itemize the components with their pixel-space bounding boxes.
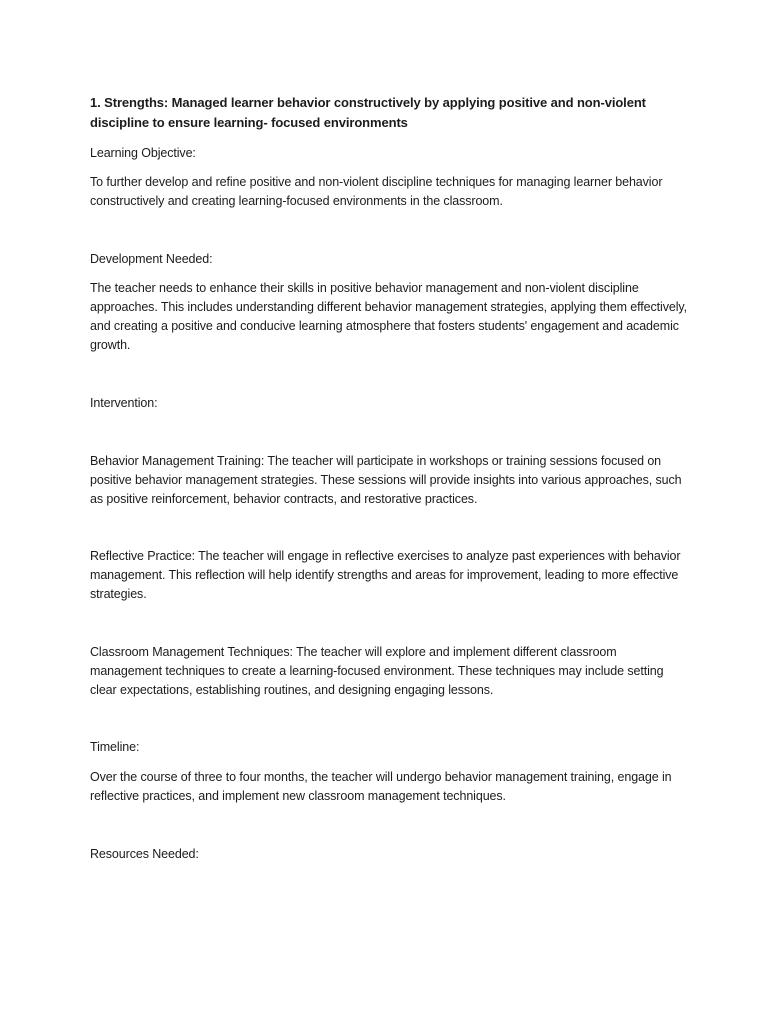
section-heading: 1. Strengths: Managed learner behavior constructively by applying positive and non-violent discipline to ensure learning- focused environments bbox=[90, 95, 646, 130]
intervention-label: Intervention: bbox=[90, 396, 158, 410]
intervention-item: Reflective Practice: The teacher will engage in reflective exercises to analyze past experiences with behavior management. This reflection will help identify strengths and areas for improvement, leading to more effective strategies. bbox=[90, 549, 681, 601]
resources-needed-label: Resources Needed: bbox=[90, 847, 199, 861]
timeline-label: Timeline: bbox=[90, 740, 140, 754]
learning-objective-text: To further develop and refine positive and non-violent discipline techniques for managing learner behavior constructively and creating learning-focused environments in the classroom. bbox=[90, 175, 663, 208]
development-needed-label: Development Needed: bbox=[90, 252, 213, 266]
intervention-item: Classroom Management Techniques: The teacher will explore and implement different classroom management techniques to create a learning-focused environment. These techniques may include setting clear expectations, establishing routines, and designing engaging lessons. bbox=[90, 645, 664, 697]
intervention-item: Behavior Management Training: The teacher will participate in workshops or training sessions focused on positive behavior management strategies. These sessions will provide insights into various approaches, such as positive reinforcement, behavior contracts, and restorative practices. bbox=[90, 454, 682, 506]
development-needed-text: The teacher needs to enhance their skills in positive behavior management and non-violent discipline approaches. This includes understanding different behavior management strategies, applying them effectively, and creating a positive and conducive learning atmosphere that fosters students' engagement and academic growth. bbox=[90, 281, 687, 352]
learning-objective-label: Learning Objective: bbox=[90, 146, 196, 160]
timeline-text: Over the course of three to four months, the teacher will undergo behavior management training, engage in reflective practices, and implement new classroom management techniques. bbox=[90, 770, 672, 803]
